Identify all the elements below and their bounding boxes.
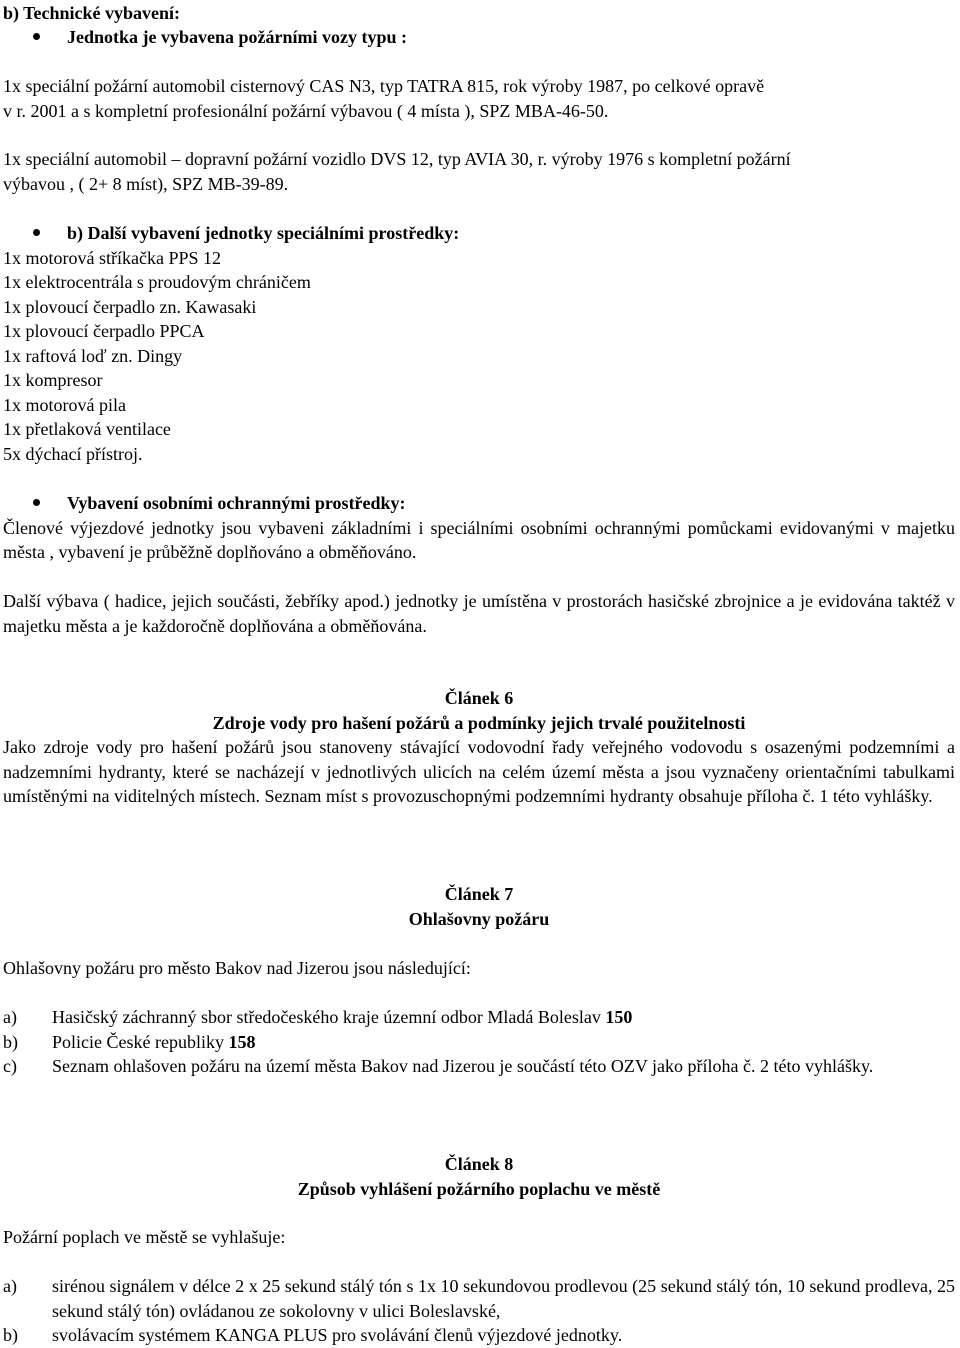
alarm-methods-list bbox=[3, 1274, 955, 1348]
list-item-text bbox=[52, 1005, 955, 1030]
article-7-intro: Ohlašovny požáru pro město Bakov nad Jizerou jsou následující: bbox=[3, 958, 471, 978]
list-marker: b) bbox=[3, 1325, 18, 1345]
section-b-heading: b) Technické vybavení: bbox=[3, 3, 181, 23]
vehicle-1-paragraph bbox=[3, 74, 955, 123]
list-item-plain: Seznam ohlašoven požáru na území města Bakov nad Jizerou je součástí této OZV jako příloha č. 2 této vyhlášky. bbox=[52, 1056, 874, 1076]
phone-number: 150 bbox=[605, 1007, 633, 1027]
vehicles-bullet bbox=[3, 25, 960, 50]
list-item bbox=[3, 1030, 955, 1055]
bullet-icon bbox=[33, 33, 40, 40]
list-item-text: sirénou signálem v délce 2 x 25 sekund stálý tón s 1x 10 sekundovou prodlevou (25 sekund stálý tón, 10 sekund prodleva, 25 sekund stálý tón) ovládanou ze sokolovny v ulici Boleslavské, bbox=[52, 1276, 955, 1321]
list-item-text bbox=[52, 1054, 955, 1079]
article-8-subtitle: Způsob vyhlášení požárního poplachu ve městě bbox=[297, 1178, 661, 1199]
personal-protection-text: Členové výjezdové jednotky jsou vybaveni základními i speciálními osobními ochrannými pomůckami evidovanými v majetku města , vybavení je průběžně doplňováno a obměňováno. bbox=[3, 517, 955, 562]
extra-equipment-heading bbox=[3, 221, 955, 246]
list-marker: a) bbox=[3, 1276, 17, 1296]
list-item-text: svolávacím systémem KANGA PLUS pro svolávání členů výjezdové jednotky. bbox=[52, 1325, 623, 1345]
vehicles-bullet-text: Jednotka je vybavena požárními vozy typu : bbox=[67, 27, 408, 47]
vehicle-2-line-1: 1x speciální automobil – dopravní požární vozidlo DVS 12, typ AVIA 30, r. výroby 1976 s kompletní požární bbox=[3, 149, 791, 169]
equipment-list bbox=[3, 246, 955, 467]
article-6-subtitle: Zdroje vody pro hašení požárů a podmínky jejich trvalé použitelnosti bbox=[212, 712, 746, 733]
equipment-item: 1x plovoucí čerpadlo zn. Kawasaki bbox=[3, 296, 257, 317]
vehicle-2-paragraph bbox=[3, 147, 955, 196]
list-marker: c) bbox=[3, 1056, 17, 1076]
article-6-text: Jako zdroje vody pro hašení požárů jsou stanoveny stávající vodovodní řady veřejného vodovodu s osazenými podzemními a nadzemními hydranty, které se nacházejí v jednotlivých ulicích na celém území města a jsou vyznačeny orientačními tabulkami umístěnými na viditelných místech. Seznam míst s provozuschopnými podzemními hydranty obsahuje příloha č. 1 této vyhlášky. bbox=[3, 737, 955, 806]
personal-protection-section bbox=[3, 491, 955, 565]
equipment-item: 1x plovoucí čerpadlo PPCA bbox=[3, 321, 205, 341]
article-7 bbox=[3, 882, 955, 931]
equipment-item: 1x raftová loď zn. Dingy bbox=[3, 345, 183, 366]
list-marker: b) bbox=[3, 1031, 18, 1052]
article-7-title: Článek 7 bbox=[444, 884, 514, 904]
personal-protection-heading-text: Vybavení osobními ochrannými prostředky: bbox=[67, 493, 406, 513]
equipment-item: 1x motorová stříkačka PPS 12 bbox=[3, 247, 221, 268]
vehicle-2-line-2: výbavou , ( 2+ 8 míst), SPZ MB-39-89. bbox=[3, 173, 289, 194]
bullet-icon bbox=[33, 229, 40, 236]
article-8-title: Článek 8 bbox=[444, 1154, 514, 1174]
personal-protection-heading bbox=[3, 491, 955, 516]
list-item bbox=[3, 1274, 955, 1323]
vehicle-1-line-1: 1x speciální požární automobil cisternový CAS N3, typ TATRA 815, rok výroby 1987, po celkové opravě bbox=[3, 76, 765, 96]
article-8-intro: Požární poplach ve městě se vyhlašuje: bbox=[3, 1227, 286, 1247]
phone-number: 158 bbox=[228, 1031, 256, 1052]
equipment-item: 1x elektrocentrála s proudovým chráničem bbox=[3, 272, 311, 292]
article-8 bbox=[3, 1152, 955, 1201]
article-6-title: Článek 6 bbox=[444, 688, 514, 708]
extra-equipment-heading-text: b) Další vybavení jednotky speciálními prostředky: bbox=[67, 223, 460, 243]
report-points-list bbox=[3, 1005, 955, 1079]
equipment-item: 5x dýchací přístroj. bbox=[3, 443, 143, 464]
vehicle-1-line-2: v r. 2001 a s kompletní profesionální požární výbavou ( 4 místa ), SPZ MBA-46-50. bbox=[3, 100, 609, 121]
list-item-text bbox=[52, 1030, 955, 1055]
list-item-plain: Policie České republiky bbox=[52, 1031, 229, 1052]
list-marker: a) bbox=[3, 1007, 17, 1027]
article-6 bbox=[3, 686, 955, 809]
list-item bbox=[3, 1323, 955, 1348]
bullet-icon bbox=[33, 499, 40, 506]
equipment-item: 1x přetlaková ventilace bbox=[3, 419, 171, 439]
list-item-plain: Hasičský záchranný sbor středočeského kraje územní odbor Mladá Boleslav bbox=[52, 1007, 606, 1027]
equipment-item: 1x kompresor bbox=[3, 370, 103, 390]
extra-equipment-section bbox=[3, 221, 955, 466]
list-item bbox=[3, 1005, 955, 1030]
other-equipment-paragraph: Další výbava ( hadice, jejich součásti, žebříky apod.) jednotky je umístěna v prostorách hasičské zbrojnice a je evidována taktéž v majetku města a je každoročně doplňována a obměňována. bbox=[3, 591, 955, 636]
article-7-subtitle: Ohlašovny požáru bbox=[408, 908, 550, 929]
equipment-item: 1x motorová pila bbox=[3, 394, 126, 415]
list-item bbox=[3, 1054, 955, 1079]
